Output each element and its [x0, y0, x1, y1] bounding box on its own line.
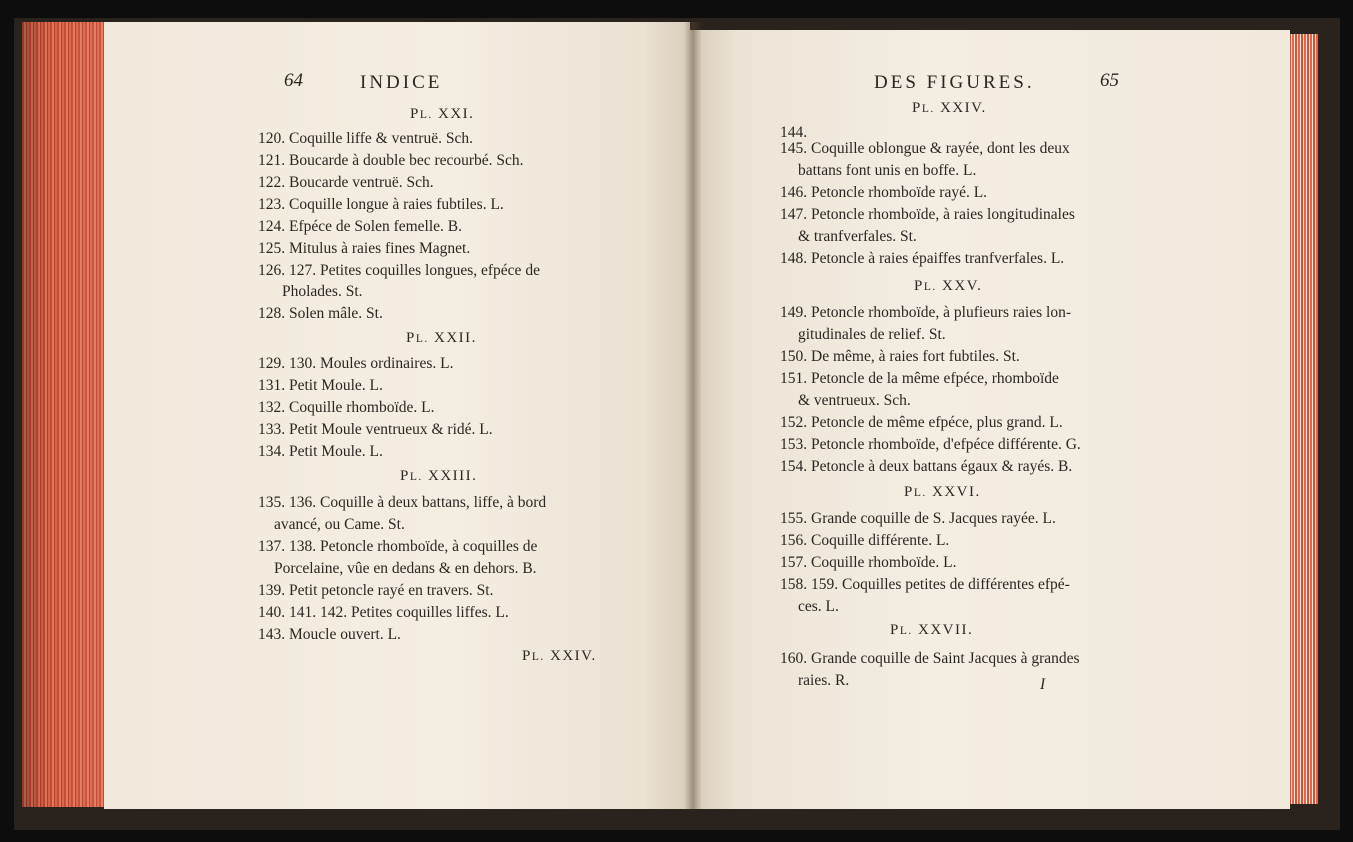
plate-heading-xxv: PL. XXV. — [914, 278, 983, 294]
entry-line: Pholades. St. — [282, 283, 363, 300]
plate-heading-xxiv: PL. XXIV. — [912, 100, 987, 116]
entry-line: 150. De même, à raies fort fubtiles. St. — [780, 348, 1020, 365]
entry-line: 123. Coquille longue à raies fubtiles. L. — [258, 196, 504, 213]
entry-line: gitudinales de relief. St. — [798, 326, 946, 343]
entry-line: 129. 130. Moules ordinaires. L. — [258, 355, 454, 372]
entry-line: 137. 138. Petoncle rhomboïde, à coquilles de — [258, 538, 538, 555]
entry-line: 148. Petoncle à raies épaiffes tranfverfales. L. — [780, 250, 1065, 267]
entry-line: 149. Petoncle rhomboïde, à plufieurs raies lon- — [780, 304, 1071, 321]
entry-line: 157. Coquille rhomboïde. L. — [780, 554, 957, 571]
left-page — [104, 22, 690, 809]
entry-line: & tranfverfales. St. — [798, 228, 917, 245]
entry-line: 125. Mitulus à raies fines Magnet. — [258, 240, 471, 257]
entry-line: 153. Petoncle rhomboïde, d'efpéce différente. G. — [780, 436, 1081, 453]
entry-line: 126. 127. Petites coquilles longues, efpéce de — [258, 262, 540, 279]
entry-line: 160. Grande coquille de Saint Jacques à grandes — [780, 650, 1080, 667]
entry-line: avancé, ou Came. St. — [274, 516, 405, 533]
entry-line: raies. R. — [798, 672, 850, 689]
entry-line: 158. 159. Coquilles petites de différentes efpé- — [780, 576, 1070, 593]
entry-line: 133. Petit Moule ventrueux & ridé. L. — [258, 421, 493, 438]
signature-mark: I — [1040, 676, 1046, 693]
entry-line: 124. Efpéce de Solen femelle. B. — [258, 218, 463, 235]
plate-heading-xxvii: PL. XXVII. — [890, 622, 974, 638]
page-number-left: 64 — [284, 70, 303, 91]
plate-heading-xxii: PL. XXII. — [406, 330, 477, 346]
entry-line: 128. Solen mâle. St. — [258, 305, 383, 322]
entry-line: 122. Boucarde ventruë. Sch. — [258, 174, 434, 191]
entry-line: 134. Petit Moule. L. — [258, 443, 383, 460]
entry-line: 155. Grande coquille de S. Jacques rayée. L. — [780, 510, 1056, 527]
entry-line: 144. — [780, 124, 808, 141]
entry-line: Porcelaine, vûe en dedans & en dehors. B. — [274, 560, 537, 577]
page-number-right: 65 — [1100, 70, 1119, 91]
entry-line: 147. Petoncle rhomboïde, à raies longitudinales — [780, 206, 1075, 223]
entry-line: ces. L. — [798, 598, 839, 615]
entry-line: 140. 141. 142. Petites coquilles liffes. L. — [258, 604, 509, 621]
entry-line: 139. Petit petoncle rayé en travers. St. — [258, 582, 494, 599]
plate-heading-xxi: PL. XXI. — [410, 106, 475, 122]
entry-line: 132. Coquille rhomboïde. L. — [258, 399, 435, 416]
entry-line: & ventrueux. Sch. — [798, 392, 911, 409]
right-page — [690, 30, 1290, 809]
entry-line: 156. Coquille différente. L. — [780, 532, 950, 549]
red-page-edges-right — [1286, 34, 1318, 804]
entry-line: 152. Petoncle de même efpéce, plus grand. L. — [780, 414, 1063, 431]
book-gutter — [684, 22, 702, 809]
plate-heading-xxvi: PL. XXVI. — [904, 484, 981, 500]
entry-line: 151. Petoncle de la même efpéce, rhomboïde — [780, 370, 1059, 387]
entry-line: 145. Coquille oblongue & rayée, dont les deux — [780, 140, 1070, 157]
entry-line: 146. Petoncle rhomboïde rayé. L. — [780, 184, 988, 201]
entry-line: 143. Moucle ouvert. L. — [258, 626, 401, 643]
running-header-left: INDICE — [360, 72, 443, 93]
catchword: PL. XXIV. — [522, 648, 597, 664]
running-header-right: DES FIGURES. — [874, 72, 1035, 93]
entry-line: 121. Boucarde à double bec recourbé. Sch. — [258, 152, 524, 169]
plate-heading-xxiii: PL. XXIII. — [400, 468, 478, 484]
entry-line: 131. Petit Moule. L. — [258, 377, 383, 394]
entry-line: 154. Petoncle à deux battans égaux & rayés. B. — [780, 458, 1073, 475]
entry-line: battans font unis en boffe. L. — [798, 162, 977, 179]
entry-line: 135. 136. Coquille à deux battans, liffe, à bord — [258, 494, 547, 511]
entry-line: 120. Coquille liffe & ventruë. Sch. — [258, 130, 473, 147]
red-page-edges-left — [22, 22, 114, 807]
